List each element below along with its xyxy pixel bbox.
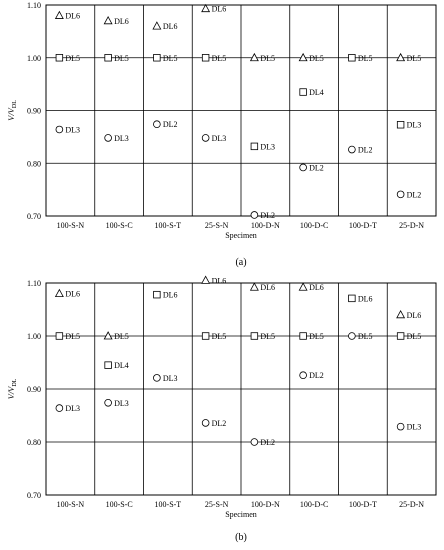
circle-marker <box>251 439 258 446</box>
circle-marker <box>348 333 355 340</box>
x-tick-label: 100-S-C <box>105 500 133 509</box>
x-tick-label: 100-D-N <box>250 221 280 230</box>
point-label: DL6 <box>162 290 178 300</box>
circle-marker <box>348 146 355 153</box>
point-label: DL3 <box>65 125 81 135</box>
x-tick-label: 100-D-T <box>348 500 377 509</box>
point-label: DL3 <box>114 133 129 143</box>
point-label: DL6 <box>406 310 422 320</box>
point-label: DL6 <box>211 4 227 14</box>
point-label: DL5 <box>211 332 227 341</box>
point-label: DL3 <box>162 373 178 383</box>
square-marker <box>56 54 63 61</box>
square-marker <box>251 333 258 340</box>
point-label: DL6 <box>162 22 178 32</box>
circle-marker <box>56 405 63 412</box>
square-marker <box>349 54 356 61</box>
circle-marker <box>153 374 160 381</box>
triangle-marker <box>56 290 64 297</box>
square-marker <box>56 333 63 340</box>
point-label: DL5 <box>65 332 81 341</box>
circle-marker <box>397 423 404 430</box>
square-marker <box>105 54 112 61</box>
square-marker <box>300 89 307 96</box>
point-label: DL2 <box>357 145 373 155</box>
y-tick-label: 0.80 <box>27 438 41 447</box>
point-label: DL2 <box>309 163 324 173</box>
triangle-marker <box>56 12 64 19</box>
point-label: DL5 <box>309 332 324 341</box>
point-label: DL2 <box>211 418 227 428</box>
circle-marker <box>300 164 307 171</box>
x-axis-label: Specimen <box>225 231 257 240</box>
panel-label: (b) <box>235 532 247 543</box>
square-marker <box>154 54 161 61</box>
y-tick-label: 1.00 <box>27 332 41 341</box>
square-marker <box>397 121 404 128</box>
point-label: DL5 <box>309 53 324 63</box>
triangle-marker <box>104 332 112 339</box>
y-tick-label: 0.90 <box>27 106 41 116</box>
x-tick-label: 100-S-N <box>56 221 85 230</box>
circle-marker <box>56 126 63 133</box>
square-marker <box>397 333 404 340</box>
y-axis-label <box>6 100 18 121</box>
y-axis-label-main: V/V <box>6 386 16 400</box>
square-marker <box>251 143 258 150</box>
square-marker <box>105 362 112 369</box>
circle-marker <box>153 121 160 128</box>
triangle-marker <box>202 276 210 283</box>
point-label: DL5 <box>114 332 129 341</box>
circle-marker <box>202 420 209 427</box>
point-label: DL6 <box>309 283 324 293</box>
x-tick-label: 25-S-N <box>204 500 229 509</box>
y-tick-label: 0.70 <box>27 212 41 221</box>
y-axis-label-main: V/V <box>6 108 16 121</box>
triangle-marker <box>202 5 210 12</box>
triangle-marker <box>104 17 112 24</box>
x-tick-label: 25-S-N <box>204 221 229 230</box>
point-label: DL4 <box>309 88 324 98</box>
point-label: DL2 <box>260 210 276 220</box>
y-tick-label: 1.00 <box>27 53 41 63</box>
y-tick-label: 1.10 <box>27 279 41 288</box>
point-label: DL5 <box>211 53 227 63</box>
x-tick-label: 100-D-C <box>299 221 329 230</box>
circle-marker <box>300 372 307 379</box>
point-label: DL5 <box>406 53 422 63</box>
point-label: DL2 <box>309 371 324 381</box>
circle-marker <box>251 212 258 219</box>
x-tick-label: 100-D-T <box>348 221 377 230</box>
triangle-marker <box>299 54 307 61</box>
point-label: DL5 <box>357 332 373 341</box>
x-tick-label: 25-D-N <box>399 500 425 509</box>
triangle-marker <box>299 283 307 290</box>
point-label: DL6 <box>65 289 81 299</box>
point-label: DL3 <box>65 404 81 414</box>
x-tick-label: 100-S-T <box>154 500 182 509</box>
point-label: DL5 <box>357 53 373 63</box>
x-tick-label: 25-D-N <box>399 221 425 230</box>
square-marker <box>202 54 209 61</box>
triangle-marker <box>153 22 161 29</box>
circle-marker <box>397 191 404 198</box>
y-tick-label: 0.90 <box>27 385 41 394</box>
x-tick-label: 100-S-N <box>56 500 85 509</box>
point-label: DL6 <box>211 276 227 286</box>
square-marker <box>349 295 356 302</box>
point-label: DL5 <box>260 53 276 63</box>
y-tick-label: 1.10 <box>27 1 41 10</box>
square-marker <box>300 333 307 340</box>
point-label: DL5 <box>260 332 276 341</box>
y-axis-label-sub: DL <box>12 100 18 109</box>
x-tick-label: 100-S-C <box>105 221 133 230</box>
panel-label: (a) <box>235 257 247 268</box>
point-label: DL3 <box>114 398 129 408</box>
point-label: DL5 <box>162 53 178 63</box>
point-label: DL2 <box>162 120 178 130</box>
point-label: DL6 <box>65 11 81 21</box>
triangle-marker <box>397 311 405 318</box>
square-marker <box>202 333 209 340</box>
x-tick-label: 100-D-N <box>250 500 280 509</box>
point-label: DL3 <box>406 120 422 130</box>
point-label: DL5 <box>114 53 129 63</box>
chart-panel-b <box>6 276 436 543</box>
point-label: DL6 <box>260 283 276 293</box>
y-tick-label: 0.70 <box>27 491 41 500</box>
point-label: DL3 <box>406 422 422 432</box>
point-label: DL3 <box>260 142 276 152</box>
y-axis-label-sub: DL <box>12 378 18 387</box>
point-label: DL5 <box>65 53 81 63</box>
y-tick-label: 0.80 <box>27 159 41 169</box>
chart-panel-a <box>6 1 436 268</box>
x-tick-label: 100-D-C <box>299 500 329 509</box>
circle-marker <box>105 399 112 406</box>
square-marker <box>154 291 161 298</box>
point-label: DL3 <box>211 133 227 143</box>
circle-marker <box>202 135 209 142</box>
point-label: DL5 <box>406 332 422 341</box>
point-label: DL2 <box>406 190 422 200</box>
point-label: DL6 <box>357 294 373 304</box>
point-label: DL4 <box>114 361 129 371</box>
point-label: DL2 <box>260 438 276 447</box>
circle-marker <box>105 135 112 142</box>
x-tick-label: 100-S-T <box>154 221 182 230</box>
y-axis-label <box>6 378 18 399</box>
triangle-marker <box>397 54 405 61</box>
triangle-marker <box>251 283 259 290</box>
triangle-marker <box>251 54 259 61</box>
point-label: DL6 <box>114 16 129 26</box>
x-axis-label: Specimen <box>225 510 257 519</box>
